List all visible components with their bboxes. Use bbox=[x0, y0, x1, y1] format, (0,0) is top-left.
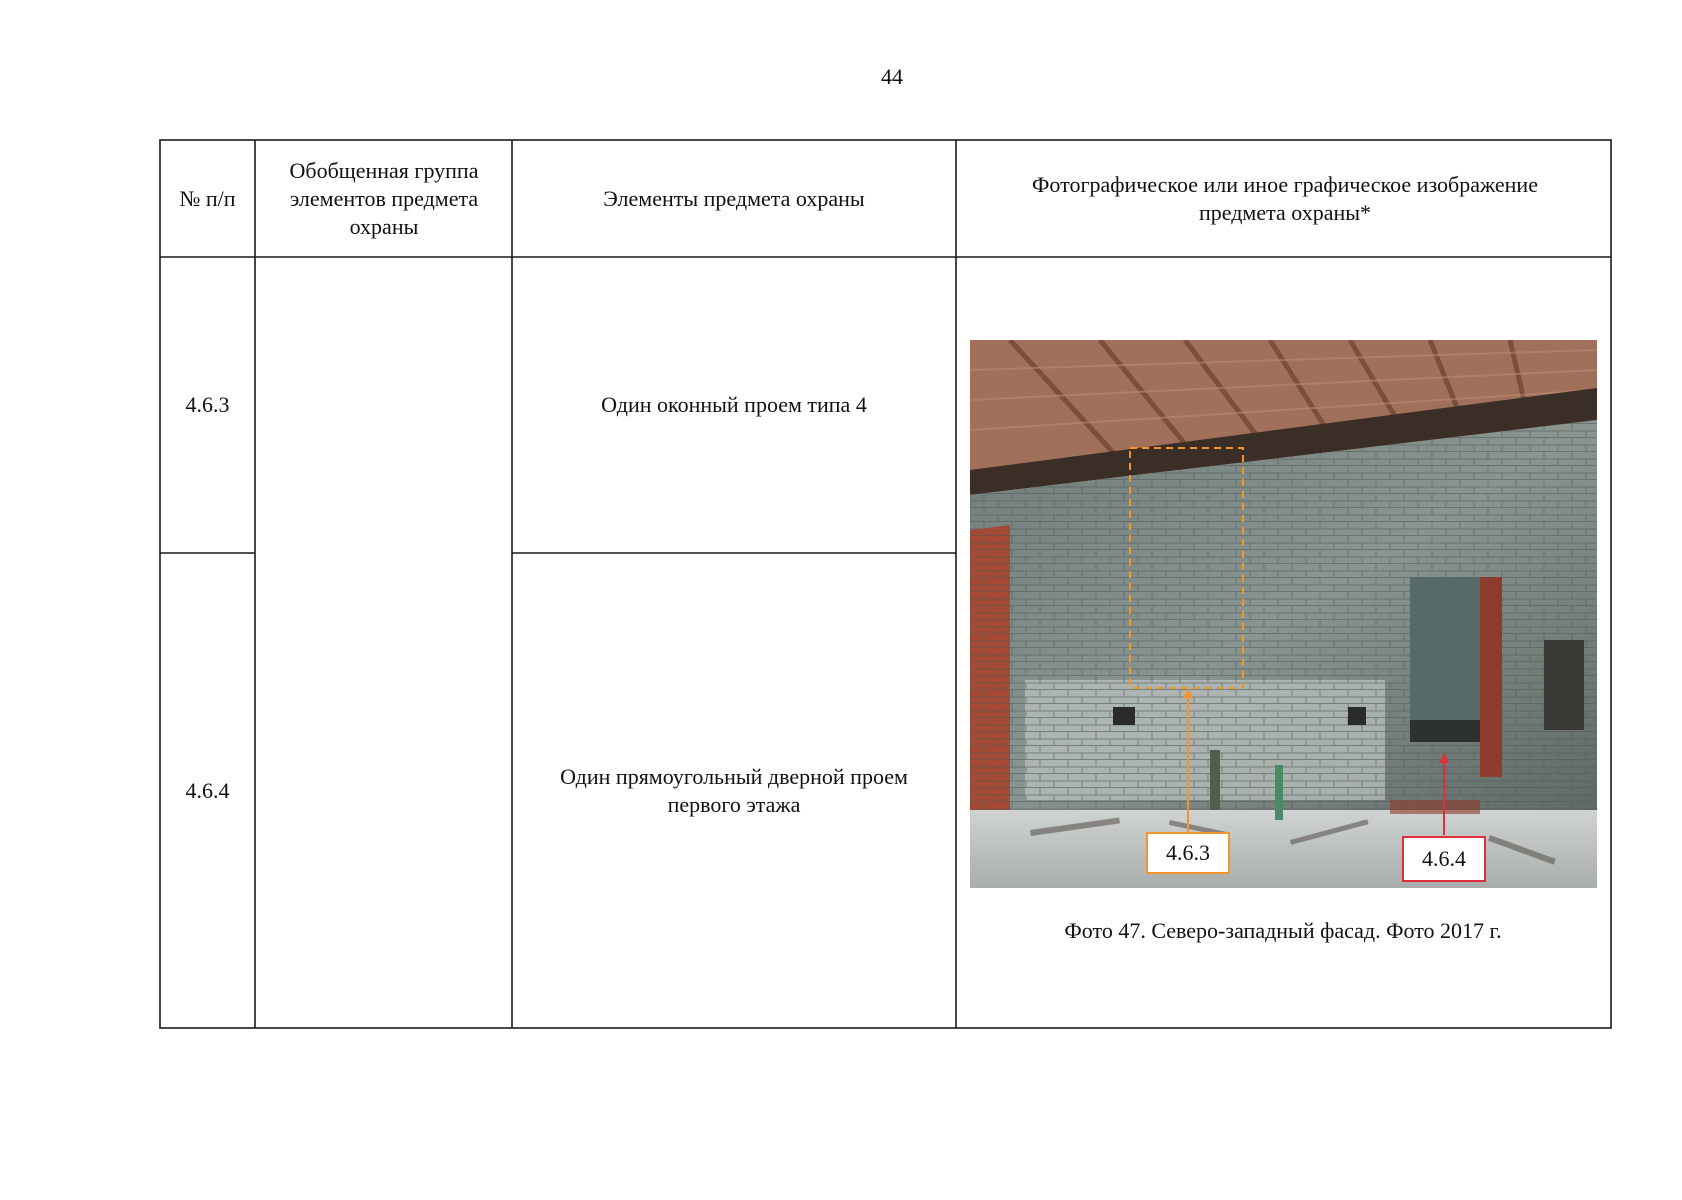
row-element-464: Один прямоугольный дверной проем первого этажа bbox=[560, 763, 908, 817]
row-element-463: Один оконный проем типа 4 bbox=[601, 392, 867, 417]
header-elements: Элементы предмета охраны bbox=[603, 185, 865, 211]
photo-interior bbox=[970, 340, 1597, 888]
page-number: 44 bbox=[881, 64, 903, 89]
photo-caption: Фото 47. Северо-западный фасад. Фото 2017 г. bbox=[1064, 918, 1502, 943]
label-463: 4.6.3 bbox=[1146, 832, 1230, 874]
header-group: Обобщенная группа элементов предмета охраны bbox=[289, 157, 479, 239]
row-num-464: 4.6.4 bbox=[185, 777, 230, 803]
row-num-463: 4.6.3 bbox=[185, 392, 230, 417]
header-num: № п/п bbox=[179, 185, 236, 211]
label-464: 4.6.4 bbox=[1402, 836, 1486, 882]
header-image: Фотографическое или иное графическое изображение предмета охраны* bbox=[1032, 171, 1538, 225]
